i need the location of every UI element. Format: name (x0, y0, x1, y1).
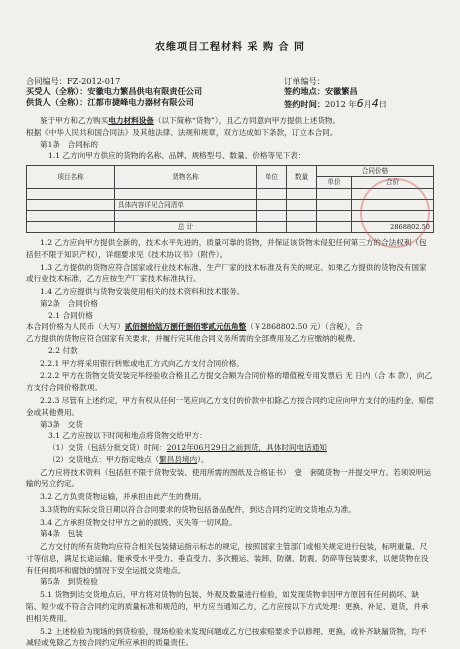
detail-note: 具体内容详见合同清单 (115, 199, 257, 210)
clause-2-2-1: 2.2.1 甲方将采用银行转账或电汇方式向乙方支付合同价格。 (40, 358, 244, 368)
article-5-title: 第5条 到货检验 (40, 577, 98, 587)
supplier-name: 江都市捷峰电力器材有限公司 (87, 96, 194, 107)
clause-2-2-2: 2.2.2 甲方在货物交货安装完毕经验收合格且乙方提交合额为合同价格的增值税专用发票后 无 日内（合 本 款），向乙方支付合同价格款项。 (26, 371, 433, 393)
clause-3-2: 3.2 乙方负责货物运输，并承担由此产生的费用。 (40, 492, 207, 502)
th-goods: 货物名称 (115, 166, 257, 188)
article-4-title: 第4条 包装 (40, 529, 83, 539)
delivery-place-end: ）。 (197, 454, 209, 464)
price-text-a: 本合同价格为人民币（大写） (26, 322, 125, 332)
clause-3-4: 3.4 乙方承担货物交付甲方之前的损毁、灭失等一切风险。 (40, 517, 237, 527)
contract-title: 农维项目工程材料 采 购 合 同 (155, 42, 305, 53)
price-in-words: 贰佰捌拾陆万捌仟捌佰零贰元伍角整 (124, 322, 247, 332)
supplier-label: 供货人（全称）： (26, 96, 88, 107)
date-prefix: 2012 年 (324, 98, 357, 109)
contract-no-label: 合同编号： (26, 75, 67, 86)
clause-3-1-2 (26, 454, 434, 466)
contract-no: FZ-2012-017 (66, 75, 121, 86)
th-item: 项目名称 (27, 166, 115, 188)
header-row-1 (26, 76, 434, 87)
red-seal-stamp (360, 178, 430, 248)
th-unit: 单位 (257, 166, 287, 188)
clause-3-1-1 (26, 442, 434, 454)
clause-5-1: 5.1 货物到达交货地点后，甲方将对货物的包装、外观及数量进行检验，如发现货物非因甲方原因有任何损坏、缺陷、短少或不符合合同约定的质量标准和规范的，甲方应当通知乙方，乙方应按以下方式处理：更换、补足、退货，并承担相关费用。 (26, 590, 429, 623)
delivery-place-label: （2）交货地点：甲方指定地点（ (48, 454, 160, 464)
intro-goods-name: 电力材料设备 (108, 116, 154, 126)
article-4-body: 乙方交付的所有货物均应符合相关包装储运指示标志的规定，按照国家主管部门或相关规定进行包装，标明重量、尺寸等信息，满足长途运输、能承受水平受力、垂直受力、多次搬运、装卸、防潮、防震、防碎等包装要求，以便货物在没有任何损坏和腐蚀的情况下安全运抵交货地点。 (26, 542, 429, 575)
clause-3-3: 3.3货物的实际交货日期以符合合同要求的货物包括备品配件，到达合同约定的交货地点为准。 (40, 504, 356, 514)
article-2-title: 第2条 合同价格 (40, 298, 98, 308)
place-label: 签约地点： (284, 86, 325, 97)
buyer-label: 买受人（全称）： (26, 86, 88, 97)
clause-2-2: 2.2 付款 (48, 345, 78, 355)
date-month-unit: 月 (363, 98, 372, 109)
article-1-title: 第1条 合同标的 (40, 139, 98, 149)
delivery-place-value: 繁昌县境内 (159, 454, 198, 464)
intro-paragraph (26, 115, 434, 127)
price-in-figures: （￥2868802.50 元）（含税），合 (246, 322, 363, 332)
clause-1-2: 1.2 乙方应向甲方提供全新的，技术水平先进的，质量可靠的货物，并保证该货物未侵犯任何第三方的合法权利（包括但不限于知识产权），详细要求见《技术协议书》（附件）。 (26, 238, 427, 259)
date-day: 4 (371, 96, 379, 110)
clause-1-3: 1.3 乙方提供的货物应符合国家或行业技术标准、生产厂家的技术标准及有关的规定。如果乙方提供的货物没有国家或行业技术标准，乙方应按生产厂家技术标准执行。 (26, 262, 427, 284)
intro-text-c: （以下简称“货物”），且乙方同意向甲方提供上述货物。 (153, 116, 341, 126)
date-label: 签约时间： (284, 98, 325, 109)
header-row-3 (26, 97, 434, 111)
price-line-2: 乙方提供的货物应符合国家有关要求，并履行完其他合同义务所需的全部费用及乙方应缴纳的税费。 (26, 334, 361, 344)
clause-1-1: 1.1 乙方向甲方供应的货物的名称、品牌、规格型号、数量、价格等见下表： (48, 151, 306, 161)
intro-paragraph-2: 根据《中华人民共和国合同法》及其他法律、法规和规章，双方达成如下条款，订立本合同。 (26, 127, 338, 137)
header-row-2 (26, 86, 434, 97)
clause-1-4: 1.4 乙方应提供与货物安装使用相关的技术资料和技术服务。 (40, 287, 245, 297)
sum-value: 2868802.50 (352, 221, 434, 232)
clause-3-1: 3.1 乙方应按以下时间和地点将货物交给甲方： (48, 431, 207, 441)
buyer-name: 安徽电力繁昌供电有限责任公司 (87, 86, 203, 97)
date-month: 6 (356, 96, 364, 110)
th-amount: 合同价格 (317, 166, 434, 177)
clause-2-1: 2.1 合同价格 (48, 310, 93, 320)
intro-text-a: 鉴于甲方和乙方购买 (40, 116, 109, 126)
place-value: 安徽繁昌 (324, 86, 358, 97)
date-day-unit: 日 (378, 98, 387, 109)
contract-price-line (26, 321, 434, 333)
delivery-time-value: 2012年06月29日之前到货，具体时间电话通知 (166, 443, 327, 453)
clause-2-2-3: 2.2.3 尽管有上述约定，甲方有权从任何一笔应向乙方支付的价款中扣除乙方按合同约定应向甲方支付的违约金、赔偿金或其他费用。 (26, 396, 434, 417)
delivery-time-label: （1）交货（包括分批交货）时间： (48, 443, 167, 453)
th-total: 合价 (352, 177, 434, 188)
sum-label: 总 计 (115, 221, 257, 232)
order-no-label: 订单编号： (284, 75, 325, 86)
article-3-title: 第3条 交货 (40, 419, 83, 429)
th-qty: 数量 (287, 166, 317, 188)
th-unit-price: 单价 (317, 177, 352, 188)
clause-3-tech: 乙方应将技术资料（包括但不限于货物安装、使用所需的图纸及合格证书） 壹 套随货物一并提交甲方。若须说明运输的另立约定。 (26, 467, 432, 489)
clause-5-2: 5.2 上述检验为现场的到货检验，现场检验未发现问题或乙方已按索赔要求予以修理、更换，或补齐缺漏货物，均不减轻或免除乙方按合同约定所应承担的质量责任。 (26, 626, 427, 648)
